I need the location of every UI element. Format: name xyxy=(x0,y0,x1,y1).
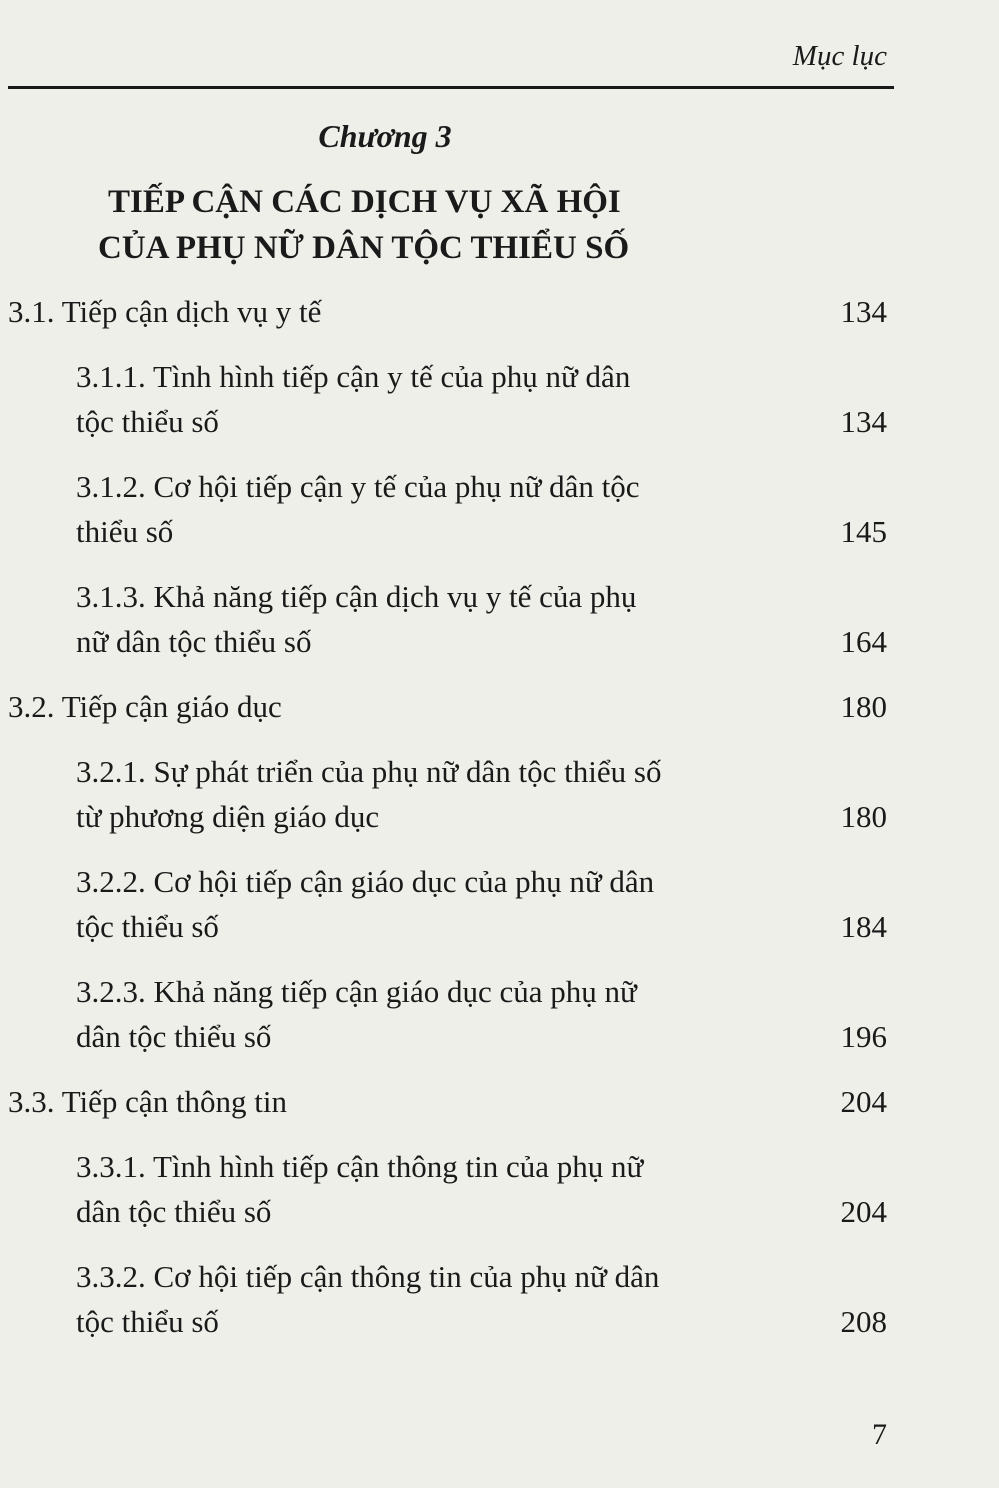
toc-entry-text: 3.1.2. Cơ hội tiếp cận y tế của phụ nữ dân tộc xyxy=(76,469,640,504)
toc-entry-3-2-1 xyxy=(0,754,999,799)
header-rule xyxy=(8,86,894,89)
toc-entry-3-1-2 xyxy=(0,469,999,514)
toc-entry-continuation: từ phương diện giáo dục xyxy=(76,799,380,834)
chapter-title-line-1: TIẾP CẬN CÁC DỊCH VỤ XÃ HỘI xyxy=(108,184,621,220)
toc-page-number: 204 xyxy=(840,1194,887,1229)
toc-entry-text: 3.3.2. Cơ hội tiếp cận thông tin của phụ nữ dân xyxy=(76,1259,660,1294)
toc-entry-3-1 xyxy=(0,294,999,339)
toc-entry-continuation: thiểu số xyxy=(76,514,174,549)
toc-entry-continuation: tộc thiểu số xyxy=(76,1304,219,1339)
toc-entry-3-3-2 xyxy=(0,1259,999,1304)
toc-page-number: 204 xyxy=(840,1084,887,1119)
toc-entry-3-2-1-cont xyxy=(0,799,999,844)
toc-entry-continuation: dân tộc thiểu số xyxy=(76,1194,272,1229)
running-head: Mục lục xyxy=(792,40,887,72)
toc-entry-3-1-1 xyxy=(0,359,999,404)
page-number: 7 xyxy=(872,1418,887,1451)
toc-entry-3-3-1-cont xyxy=(0,1194,999,1239)
toc-entry-text: 3.3. Tiếp cận thông tin xyxy=(8,1084,288,1119)
toc-entry-text: 3.2.2. Cơ hội tiếp cận giáo dục của phụ nữ dân xyxy=(76,864,655,899)
toc-page-number: 180 xyxy=(840,799,887,834)
toc-page-number: 134 xyxy=(840,404,887,439)
toc-entry-3-3-2-cont xyxy=(0,1304,999,1349)
toc-entry-3-3-1 xyxy=(0,1149,999,1194)
chapter-label: Chương 3 xyxy=(318,118,452,154)
toc-entry-3-2-2-cont xyxy=(0,909,999,954)
toc-entry-3-2 xyxy=(0,689,999,734)
toc-entry-3-2-2 xyxy=(0,864,999,909)
toc-entry-text: 3.2.3. Khả năng tiếp cận giáo dục của phụ nữ xyxy=(76,974,637,1009)
toc-entry-3-1-1-cont xyxy=(0,404,999,449)
toc-page-number: 196 xyxy=(840,1019,887,1054)
toc-entry-text: 3.2. Tiếp cận giáo dục xyxy=(8,689,282,724)
toc-entry-3-1-3 xyxy=(0,579,999,624)
toc-page-number: 134 xyxy=(840,294,887,329)
toc-page-number: 208 xyxy=(840,1304,887,1339)
toc-entry-continuation: tộc thiểu số xyxy=(76,909,219,944)
toc-entry-3-3 xyxy=(0,1084,999,1129)
toc-entry-continuation: nữ dân tộc thiểu số xyxy=(76,624,312,659)
toc-entry-3-1-3-cont xyxy=(0,624,999,669)
toc-entry-text: 3.2.1. Sự phát triển của phụ nữ dân tộc thiểu số xyxy=(76,754,662,789)
toc-page-number: 164 xyxy=(840,624,887,659)
toc-entry-text: 3.1.1. Tình hình tiếp cận y tế của phụ nữ dân xyxy=(76,359,631,394)
toc-entry-continuation: tộc thiểu số xyxy=(76,404,219,439)
toc-entry-continuation: dân tộc thiểu số xyxy=(76,1019,272,1054)
toc-entry-text: 3.1. Tiếp cận dịch vụ y tế xyxy=(8,294,322,329)
toc-entry-3-2-3 xyxy=(0,974,999,1019)
toc-page-number: 145 xyxy=(840,514,887,549)
toc-entry-3-2-3-cont xyxy=(0,1019,999,1064)
chapter-title-line-2: CỦA PHỤ NỮ DÂN TỘC THIỂU SỐ xyxy=(98,230,630,266)
toc-entry-text: 3.1.3. Khả năng tiếp cận dịch vụ y tế của phụ xyxy=(76,579,637,614)
toc-page-number: 180 xyxy=(840,689,887,724)
toc-page-number: 184 xyxy=(840,909,887,944)
toc-entry-3-1-2-cont xyxy=(0,514,999,559)
toc-entry-text: 3.3.1. Tình hình tiếp cận thông tin của phụ nữ xyxy=(76,1149,644,1184)
